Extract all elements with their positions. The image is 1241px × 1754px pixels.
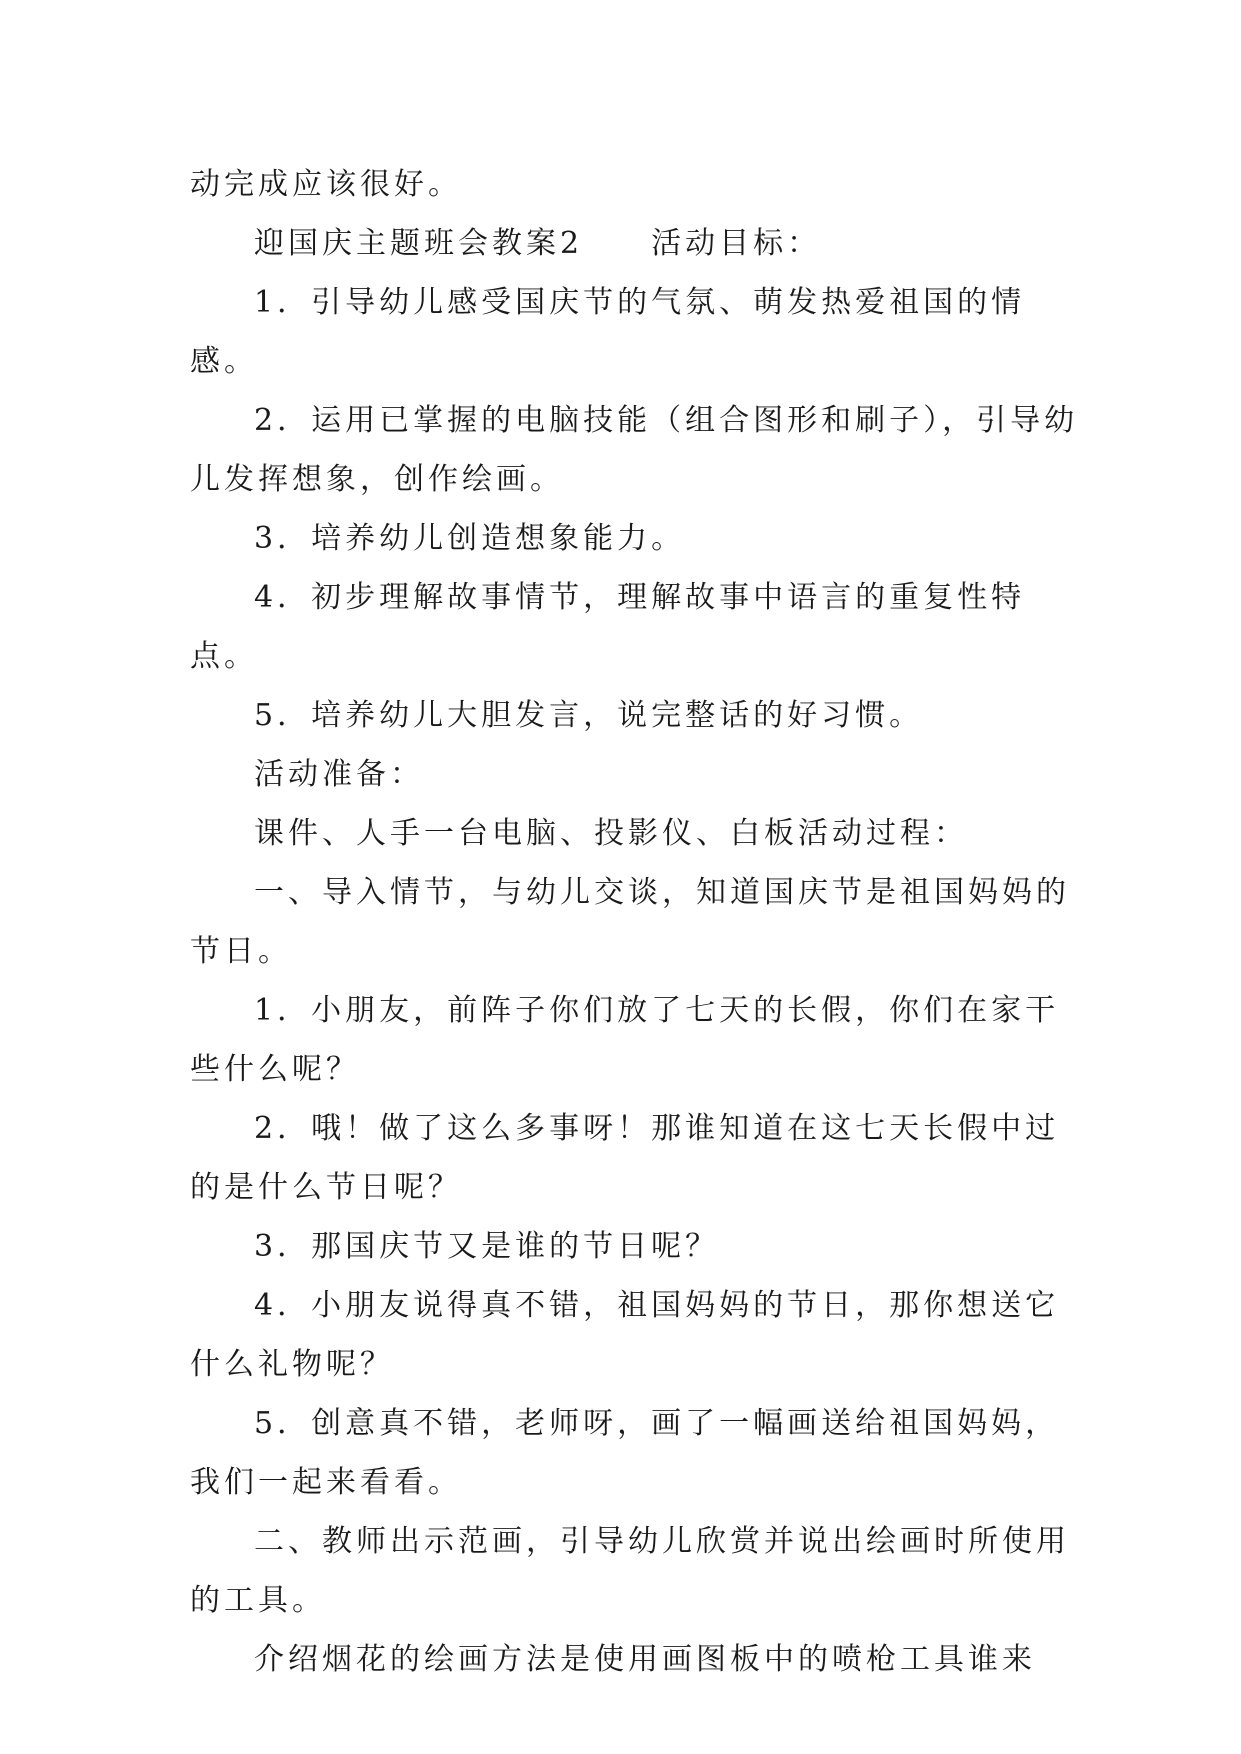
paragraph: 活动准备： xyxy=(254,757,424,792)
paragraph: 5．创意真不错，老师呀，画了一幅画送给祖国妈妈，我们一起来看看。 xyxy=(190,1406,1060,1500)
paragraph: 二、教师出示范画，引导幼儿欣赏并说出绘画时所使用的工具。 xyxy=(190,1524,1070,1618)
paragraph: 1．引导幼儿感受国庆节的气氛、萌发热爱祖国的情感。 xyxy=(190,285,1026,379)
paragraph: 2．运用已掌握的电脑技能（组合图形和刷子），引导幼儿发挥想象，创作绘画。 xyxy=(190,403,1079,497)
paragraph: 动完成应该很好。 xyxy=(190,167,462,202)
paragraph: 一、导入情节，与幼儿交谈，知道国庆节是祖国妈妈的节日。 xyxy=(190,875,1070,969)
document-body xyxy=(190,155,1080,1689)
paragraph: 4．初步理解故事情节，理解故事中语言的重复性特点。 xyxy=(190,580,1026,674)
paragraph: 3．培养幼儿创造想象能力。 xyxy=(254,521,686,556)
paragraph: 5．培养幼儿大胆发言，说完整话的好习惯。 xyxy=(254,698,924,733)
paragraph: 迎国庆主题班会教案2 活动目标： xyxy=(254,226,822,261)
paragraph: 4．小朋友说得真不错，祖国妈妈的节日，那你想送它什么礼物呢？ xyxy=(190,1288,1060,1382)
paragraph: 2．哦！做了这么多事呀！那谁知道在这七天长假中过的是什么节日呢？ xyxy=(190,1111,1060,1205)
paragraph: 3．那国庆节又是谁的节日呢？ xyxy=(254,1229,720,1264)
paragraph: 1．小朋友，前阵子你们放了七天的长假，你们在家干些什么呢？ xyxy=(190,993,1060,1087)
paragraph: 课件、人手一台电脑、投影仪、白板活动过程： xyxy=(254,816,968,851)
paragraph: 介绍烟花的绘画方法是使用画图板中的喷枪工具谁来 xyxy=(254,1642,1036,1677)
